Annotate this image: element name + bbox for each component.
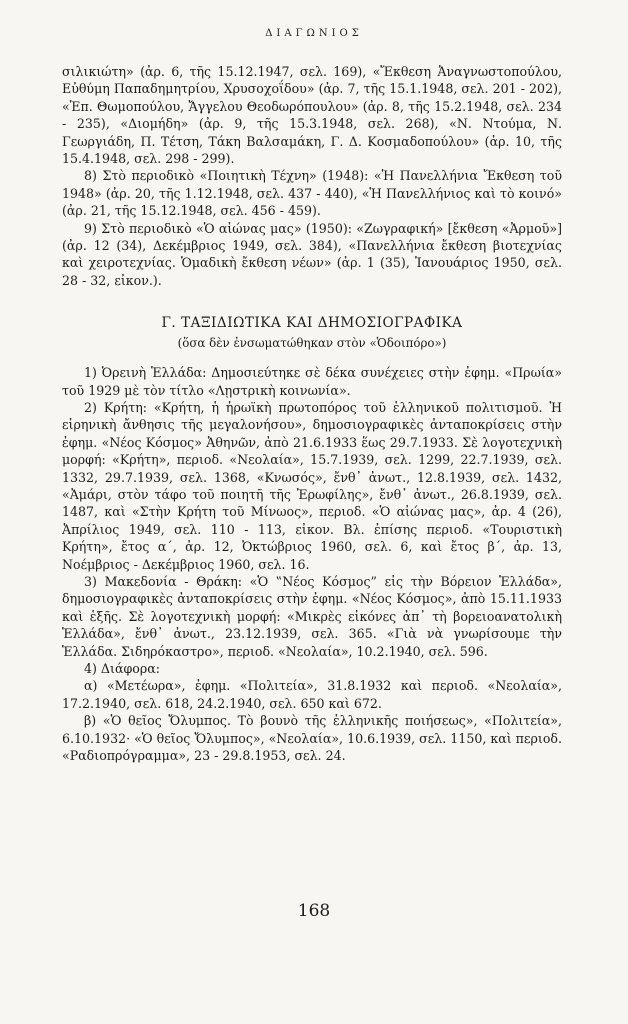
section-item-1: 1) Ὀρεινὴ Ἑλλάδα: Δημοσιεύτηκε σὲ δέκα συνέχειες στὴν ἐφημ. «Πρωία» τοῦ 1929 μὲ τὸν τίτλο «Λῃστρικὴ κοινωνία». <box>62 365 562 398</box>
section-item-2: 2) Κρήτη: «Κρήτη, ἡ ἡρωϊκὴ πρωτοπόρος τοῦ ἑλληνικοῦ πολιτισμοῦ. Ἡ εἰρηνικὴ ἄνθησις τῆς μεγαλονήσου», δημοσιογραφικὲς ἀνταποκρίσεις στὴν ἐφημ. «Νέος Κόσμος» Ἀθηνῶν, ἀπὸ 21.6.1933 ἕως 29.7.1933. Σὲ λογοτεχνικὴ μορφή: «Κρήτη», περιοδ. «Νεολαία», 15.7.1939, σελ. 1299, 22.7.1939, σελ. 1332, 29.7.1939, σελ. 1368, «Κνωσός», ἔνθ᾽ ἀνωτ., 12.8.1939, σελ. 1432, «Ἀμάρι, στὸν τάφο τοῦ ποιητῆ τῆς Ἐρωφίλης», ἔνθ᾽ ἀνωτ., 26.8.1939, σελ. 1487, καὶ «Στὴν Κρήτη τοῦ Μίνωος», περιοδ. «Ὁ αἰώνας μας», ἀρ. 4 (26), Ἀπρίλιος 1949, σελ. 110 - 113, εἰκον. Βλ. ἐπίσης περιοδ. «Τουριστικὴ Κρήτη», ἔτος α΄, ἀρ. 12, Ὀκτώβριος 1960, σελ. 6, καὶ ἔτος β΄, ἀρ. 13, Νοέμβριος - Δεκέμβριος 1960, σελ. 16. <box>62 399 562 572</box>
page-number: 168 <box>297 901 331 921</box>
item-8-paragraph: 8) Στὸ περιοδικὸ «Ποιητικὴ Τέχνη» (1948): «Ἡ Πανελλήνια Ἔκθεση τοῦ 1948» (ἀρ. 20, τῆς 1.12.1948, σελ. 437 - 440), «Ἡ Πανελλήνιος καὶ τὸ κοινό» (ἀρ. 21, τῆς 15.12.1948, σελ. 456 - 459). <box>62 168 562 219</box>
section-title: Γ. ΤΑΞΙΔΙΩΤΙΚΑ ΚΑΙ ΔΗΜΟΣΙΟΓΡΑΦΙΚΑ <box>161 315 463 332</box>
running-header: ΔΙΑΓΩΝΙΟΣ <box>265 28 363 39</box>
section-item-4a: α) «Μετέωρα», ἐφημ. «Πολιτεία», 31.8.1932 καὶ περιοδ. «Νεολαία», 17.2.1940, σελ. 618, 24.2.1940, σελ. 650 καὶ 672. <box>62 678 562 711</box>
section-item-4b: β) «Ὁ θεῖος Ὄλυμπος. Τὸ βουνὸ τῆς ἑλληνικῆς ποιήσεως», «Πολιτεία», 6.10.1932· «Ὁ θεῖος Ὄλυμπος», «Νεολαία», 10.6.1939, σελ. 1150, καὶ περιοδ. «Ραδιοπρόγραμμα», 23 - 29.8.1953, σελ. 24. <box>62 713 562 764</box>
page-body <box>62 63 562 764</box>
item-9-paragraph: 9) Στὸ περιοδικὸ «Ὁ αἰώνας μας» (1950): «Ζωγραφική» [ἔκθεση «Ἀρμοῦ»] (ἀρ. 12 (34), Δεκέμβριος 1949, σελ. 384), «Πανελλήνια ἔκθεση βιοτεχνίας καὶ χειροτεχνίας. Ὁμαδικὴ ἔκθεση νέων» (ἀρ. 1 (35), Ἰανουάριος 1950, σελ. 28 - 32, εἰκον.). <box>62 220 562 288</box>
section-item-4: 4) Διάφορα: <box>84 661 161 676</box>
section-item-3: 3) Μακεδονία - Θράκη: «Ὁ ‟Νέος Κόσμος” εἰς τὴν Βόρειον Ἑλλάδα», δημοσιογραφικὲς ἀνταποκρίσεις στὴν ἐφημ. «Νέος Κόσμος», ἀπὸ 15.11.1933 καὶ ἑξῆς. Σὲ λογοτεχνικὴ μορφή: «Μικρὲς εἰκόνες ἀπ᾽ τὴ βορειοανατολικὴ Ἑλλάδα», ἔνθ᾽ ἀνωτ., 23.12.1939, σελ. 365. «Γιὰ νὰ γνωρίσουμε τὴν Ἑλλάδα. Σιδηρόκαστρο», περιοδ. «Νεολαία», 10.2.1940, σελ. 596. <box>62 573 562 659</box>
continued-paragraph: σιλικιώτη» (ἀρ. 6, τῆς 15.12.1947, σελ. 169), «Ἔκθεση Ἀναγνωστοπούλου, Εὐθύμη Παπαδημητρίου, Χρυσοχοΐδου» (ἀρ. 7, τῆς 15.1.1948, σελ. 201 - 202), «Ἐπ. Θωμοπούλου, Ἄγγελου Θεοδωρόπουλου» (ἀρ. 8, τῆς 15.2.1948, σελ. 234 - 235), «Διομήδη» (ἀρ. 9, τῆς 15.3.1948, σελ. 268), «Ν. Ντούμα, Ν. Γεωργιάδη, Π. Τέτση, Τάκη Βαλσαμάκη, Γ. Δ. Κοσμαδοπούλου» (ἀρ. 10, τῆς 15.4.1948, σελ. 298 - 299). <box>62 64 562 167</box>
section-subtitle: (ὅσα δὲν ἐνσωματώθηκαν στὸν «Ὁδοιπόρο») <box>177 335 447 350</box>
